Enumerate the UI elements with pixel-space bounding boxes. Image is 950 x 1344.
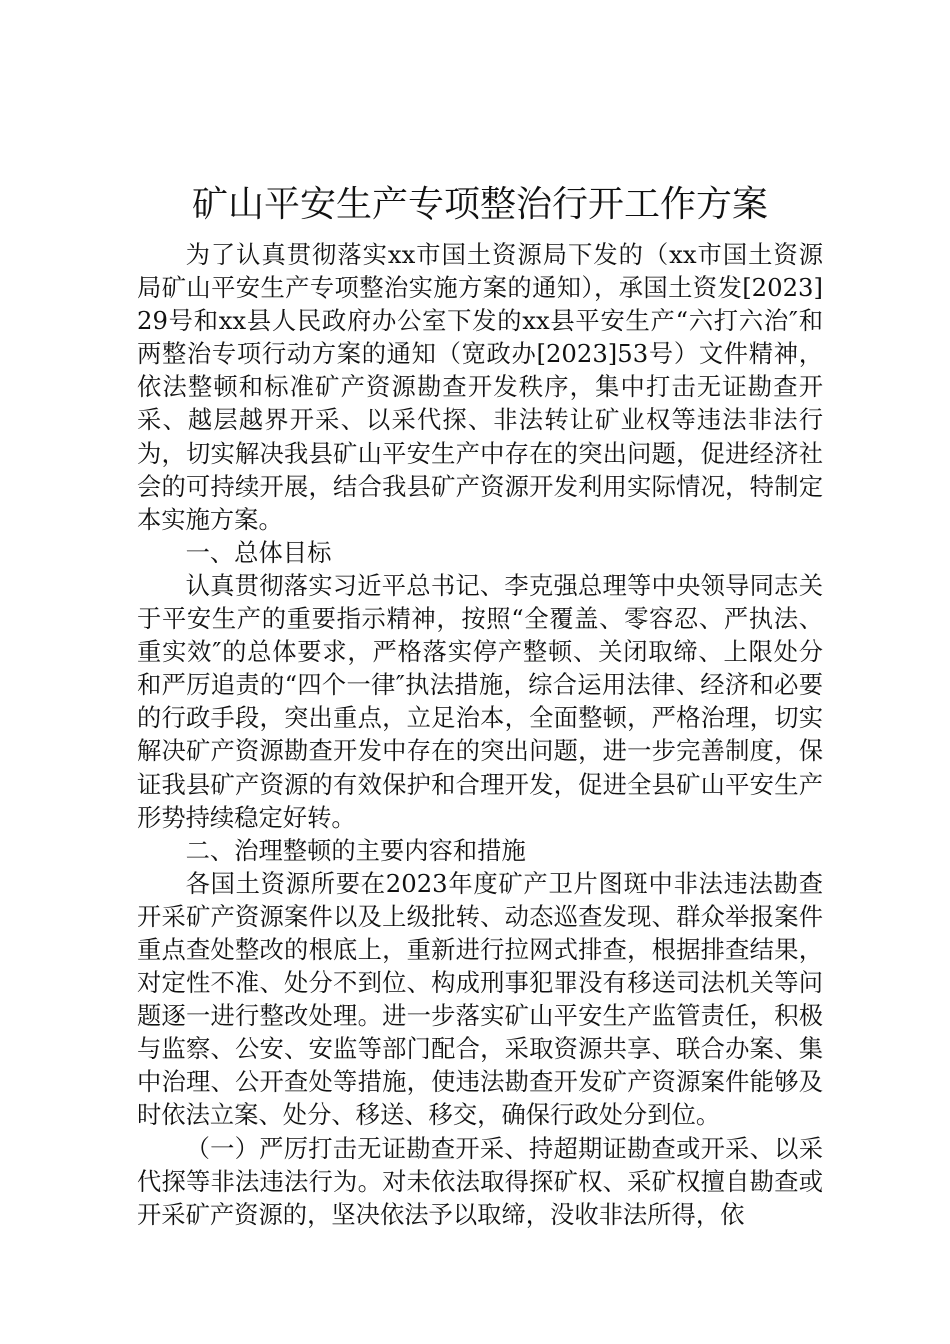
intro-paragraph: 为了认真贯彻落实xx市国土资源局下发的（xx市国土资源局矿山平安生产专项整治实施方案的通知），承国土资发[2023]29号和xx县人民政府办公室下发的xx县平安生产“六打六治″和两整治专项行动方案的通知（宽政办[2023]53号）文件精神，依法整顿和标准矿产资源勘查开发秩序，集中打击无证勘查开采、越层越界开采、以采代探、非法转让矿业权等违法非法行为，切实解决我县矿山平安生产中存在的突出问题，促进经济社会的可持续开展，结合我县矿产资源开发利用实际情况，特制定本实施方案。 (137, 240, 823, 534)
document-page (137, 180, 823, 1231)
item-1-paragraph: （一）严厉打击无证勘查开采、持超期证勘查或开采、以采代探等非法违法行为。对未依法取得探矿权、采矿权擅自勘查或开采矿产资源的，坚决依法予以取缔，没收非法所得，依 (137, 1133, 823, 1229)
section-heading-overall-goal: 一、总体目标 (185, 537, 332, 567)
main-measures-paragraph: 各国土资源所要在2023年度矿产卫片图斑中非法违法勘查开采矿产资源案件以及上级批转、动态巡查发现、群众举报案件重点查处整改的根底上，重新进行拉网式排查，根据排查结果，对定性不准、处分不到位、构成刑事犯罪没有移送司法机关等问题逐一进行整改处理。进一步落实矿山平安生产监管责任，积极与监察、公安、安监等部门配合，采取资源共享、联合办案、集中治理、公开查处等措施，使违法勘查开发矿产资源案件能够及时依法立案、处分、移送、移交，确保行政处分到位。 (137, 868, 823, 1130)
overall-goal-paragraph: 认真贯彻落实习近平总书记、李克强总理等中央领导同志关于平安生产的重要指示精神，按照“全覆盖、零容忍、严执法、重实效″的总体要求，严格落实停产整顿、关闭取缔、上限处分和严厉追责的“四个一律″执法措施，综合运用法律、经济和必要的行政手段，突出重点，立足治本，全面整顿，严格治理，切实解决矿产资源勘查开发中存在的突出问题，进一步完善制度，保证我县矿产资源的有效保护和合理开发，促进全县矿山平安生产形势持续稳定好转。 (137, 570, 823, 832)
document-title: 矿山平安生产专项整治行开工作方案 (191, 184, 768, 225)
section-heading-main-measures: 二、治理整顿的主要内容和措施 (185, 835, 526, 865)
